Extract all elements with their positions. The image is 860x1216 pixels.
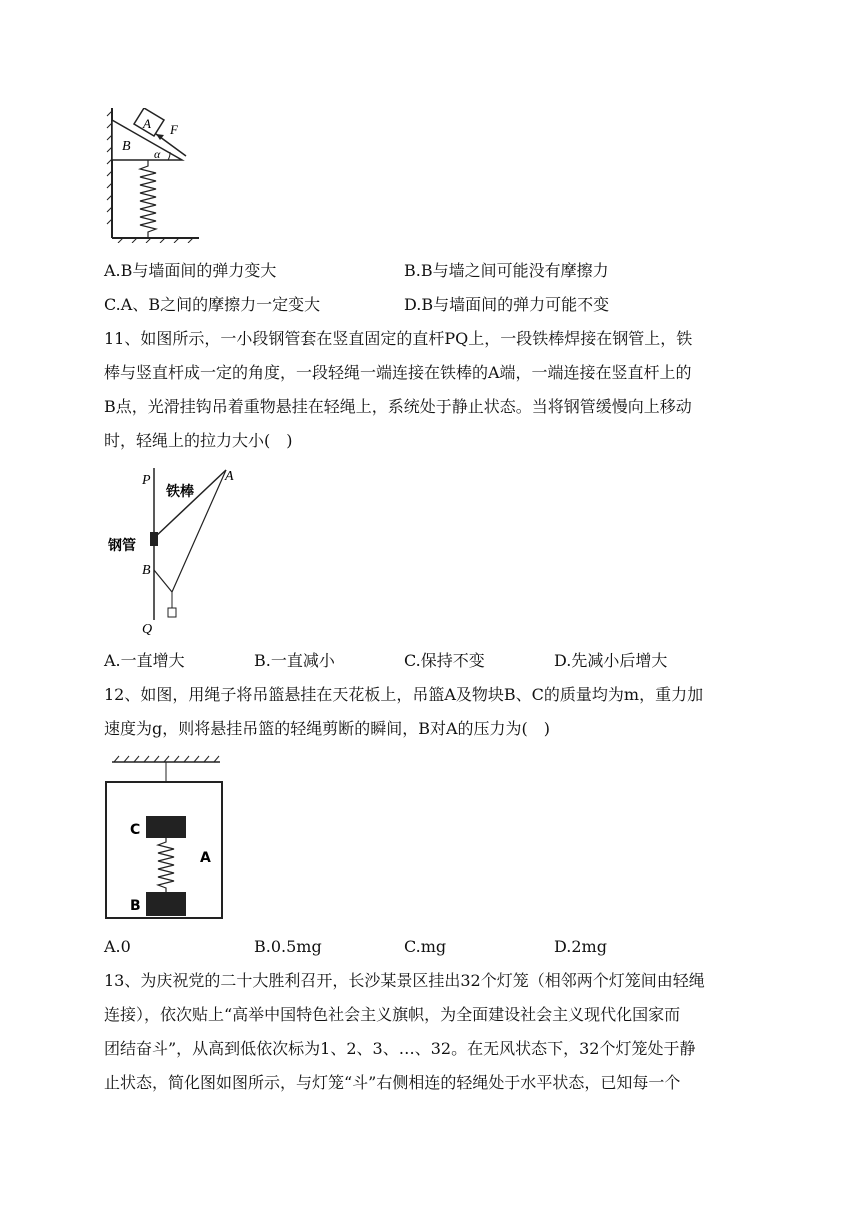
q12-figure: [104, 752, 228, 922]
label-a: A: [200, 850, 211, 866]
steel-tube: [150, 532, 158, 546]
label-a: A: [143, 116, 151, 131]
q11-text-line-1: 11、如图所示，一小段钢管套在竖直固定的直杆PQ上，一段铁棒焊接在钢管上，铁: [104, 329, 693, 348]
q12-option-a: A.0: [104, 937, 131, 956]
label-p: P: [142, 473, 151, 488]
label-iron-rod: 铁棒: [166, 484, 194, 500]
q12-option-d: D.2mg: [554, 937, 607, 956]
label-f: F: [170, 122, 178, 137]
q11-option-d: D.先减小后增大: [554, 651, 668, 670]
q10-option-a: A.B与墙面间的弹力变大: [104, 261, 277, 280]
q10-option-c: C.A、B之间的摩擦力一定变大: [104, 295, 321, 314]
q12-option-c: C.mg: [404, 937, 447, 956]
label-b: B: [142, 563, 151, 578]
block-b: [146, 892, 186, 916]
label-steel-tube: 钢管: [108, 538, 136, 554]
q12-text-line-2: 速度为g，则将悬挂吊篮的轻绳剪断的瞬间，B对A的压力为( ): [104, 719, 551, 738]
spring: [140, 160, 156, 238]
q13-text-line-2: 连接），依次贴上“高举中国特色社会主义旗帜，为全面建设社会主义现代化国家而: [104, 1005, 681, 1024]
q13-text-line-3: 团结奋斗”，从高到低依次标为1、2、3、…、32。在无风状态下，32个灯笼处于静: [104, 1039, 696, 1058]
q11-text-line-3: B点，光滑挂钩吊着重物悬挂在轻绳上，系统处于静止状态。当将钢管缓慢向上移动: [104, 397, 692, 416]
label-q: Q: [142, 622, 153, 637]
q13-text-line-1: 13、为庆祝党的二十大胜利召开，长沙某景区挂出32个灯笼（相邻两个灯笼间由轻绳: [104, 971, 705, 990]
q11-option-a: A.一直增大: [104, 651, 185, 670]
q13-text-line-4: 止状态，简化图如图所示，与灯笼“斗”右侧相连的轻绳处于水平状态，已知每一个: [104, 1073, 681, 1092]
q12-option-b: B.0.5mg: [254, 937, 322, 956]
q10-option-b: B.B与墙之间可能没有摩擦力: [404, 261, 609, 280]
q10-figure: [104, 108, 204, 243]
label-b: B: [130, 898, 141, 914]
q11-option-b: B.一直减小: [254, 651, 335, 670]
label-alpha: α: [154, 147, 161, 161]
block-c: [146, 816, 186, 838]
weight: [168, 608, 176, 617]
iron-rod: [154, 470, 226, 538]
q11-option-c: C.保持不变: [404, 651, 485, 670]
q11-text-line-4: 时，轻绳上的拉力大小( ): [104, 431, 293, 450]
label-a: A: [225, 469, 234, 484]
q11-text-line-2: 棒与竖直杆成一定的角度，一段轻绳一端连接在铁棒的A端，一端连接在竖直杆上的: [104, 363, 692, 382]
label-c: C: [130, 822, 141, 838]
ceiling-hatching: [112, 756, 220, 762]
q11-figure: [104, 458, 244, 638]
q12-text-line-1: 12、如图，用绳子将吊篮悬挂在天花板上，吊篮A及物块B、C的质量均为m，重力加: [104, 685, 704, 704]
label-b: B: [122, 139, 131, 154]
q10-option-d: D.B与墙面间的弹力可能不变: [404, 295, 610, 314]
